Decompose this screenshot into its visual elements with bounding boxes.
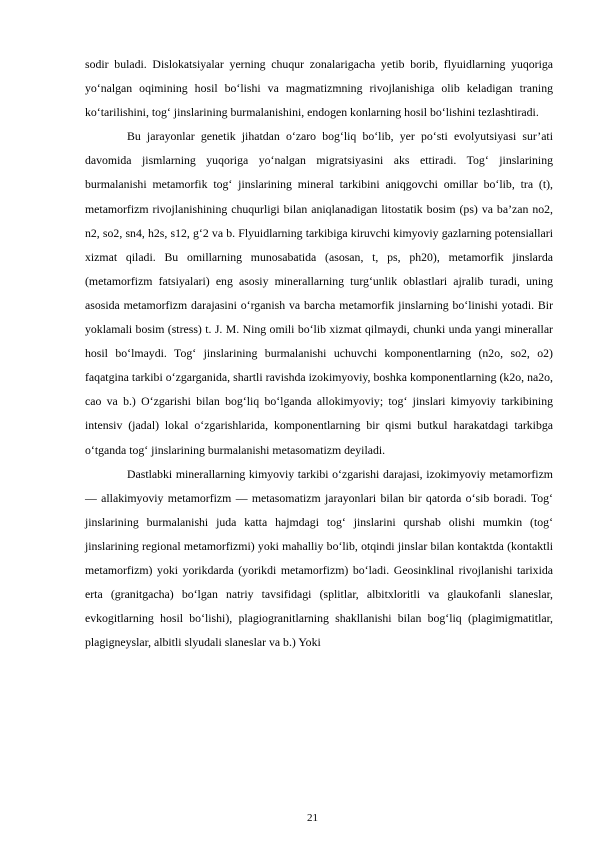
page-number: 21 xyxy=(307,812,318,824)
paragraph-processes: Bu jarayonlar genetik jihatdan o‘zaro bog‘liq bo‘lib, yer po‘sti evolyutsiyasi sur’ati davomida jismlarning yuqoriga yo‘nalgan migratsiyasini aks ettiradi. Tog‘ jinslarining burmalanishi metamorfik tog‘ jinslarining mineral tarkibini aniqgovchi omillar bo‘lib, tra (t), metamorfizm rivojlanishining chuqurligi bilan aniqlanadigan litostatik bosim (ps) va ba’zan no2, n2, so2, sn4, h2s, s12, g‘2 va b. Flyuidlarning tarkibiga kiruvchi kimyoviy gazlarning potensiallari xizmat qiladi. Bu omillarning munosabatida (asosan, t, ps, ph20), metamorfik jinslarda (metamorfizm fatsiyalari) eng asosiy minerallarning turg‘unlik oblastlari ajralib turadi, uning asosida metamorfizm darajasini o‘rganish va barcha metamorfik jinslarning bo‘linishi yotadi. Bir yoklamali bosim (stress) t. J. M. Ning omili bo‘lib xizmat qilmaydi, chunki unda yangi minerallar hosil bo‘lmaydi. Tog‘ jinslarining burmalanishi uchuvchi komponentlarning (n2o, so2, o2) faqatgina tarkibi o‘zgarganida, shartli ravishda izokimyoviy, boshka komponentlarning (k2o, na2o, cao va b.) O‘zgarishi bilan bog‘liq bo‘lganda allokimyoviy; tog‘ jinslari kimyoviy tarkibining intensiv (jadal) lokal o‘zgarishlarida, komponentlarning bir qismi butkul harakatdagi tarkibga o‘tganda tog‘ jinslarining burmalanishi metasomatizm deyiladi. xyxy=(85,129,553,457)
document-page xyxy=(85,52,553,654)
paragraph-continuation: sodir buladi. Dislokatsiyalar yerning chuqur zonalarigacha yetib borib, flyuidlarning yuqoriga yo‘nalgan oqimining hosil bo‘lishi va magmatizmning rivojlanishiga olib keladigan traning ko‘tarilishini, tog‘ jinslarining burmalanishini, endogen konlarning hosil bo‘lishini tezlashtiradi. xyxy=(85,57,553,120)
paragraph-mineral-composition: Dastlabki minerallarning kimyoviy tarkibi o‘zgarishi darajasi, izokimyoviy metamorfizm — allakimyoviy metamorfizm — metasomatizm jarayonlari bilan bir qatorda o‘sib boradi. Tog‘ jinslarining burmalanishi juda katta hajmdagi tog‘ jinslarini qurshab olishi mumkin (tog‘ jinslarining regional metamorfizmi) yoki mahalliy bo‘lib, otqindi jinslar bilan kontaktda (kontaktli metamorfizm) yoki yorikdarda (yorikdi metamorfizm) bo‘ladi. Geosinklinal rivojlanishi tarixida erta (granitgacha) bo‘lgan natriy tavsifidagi (splitlar, albitxloritli va glaukofanli slaneslar, evkogitlarning hosil bo‘lishi), plagiogranitlarning shakllanishi bilan bog‘liq (plagimigmatitlar, plagigneyslar, albitli slyudali slaneslar va b.) Yoki xyxy=(85,466,553,650)
